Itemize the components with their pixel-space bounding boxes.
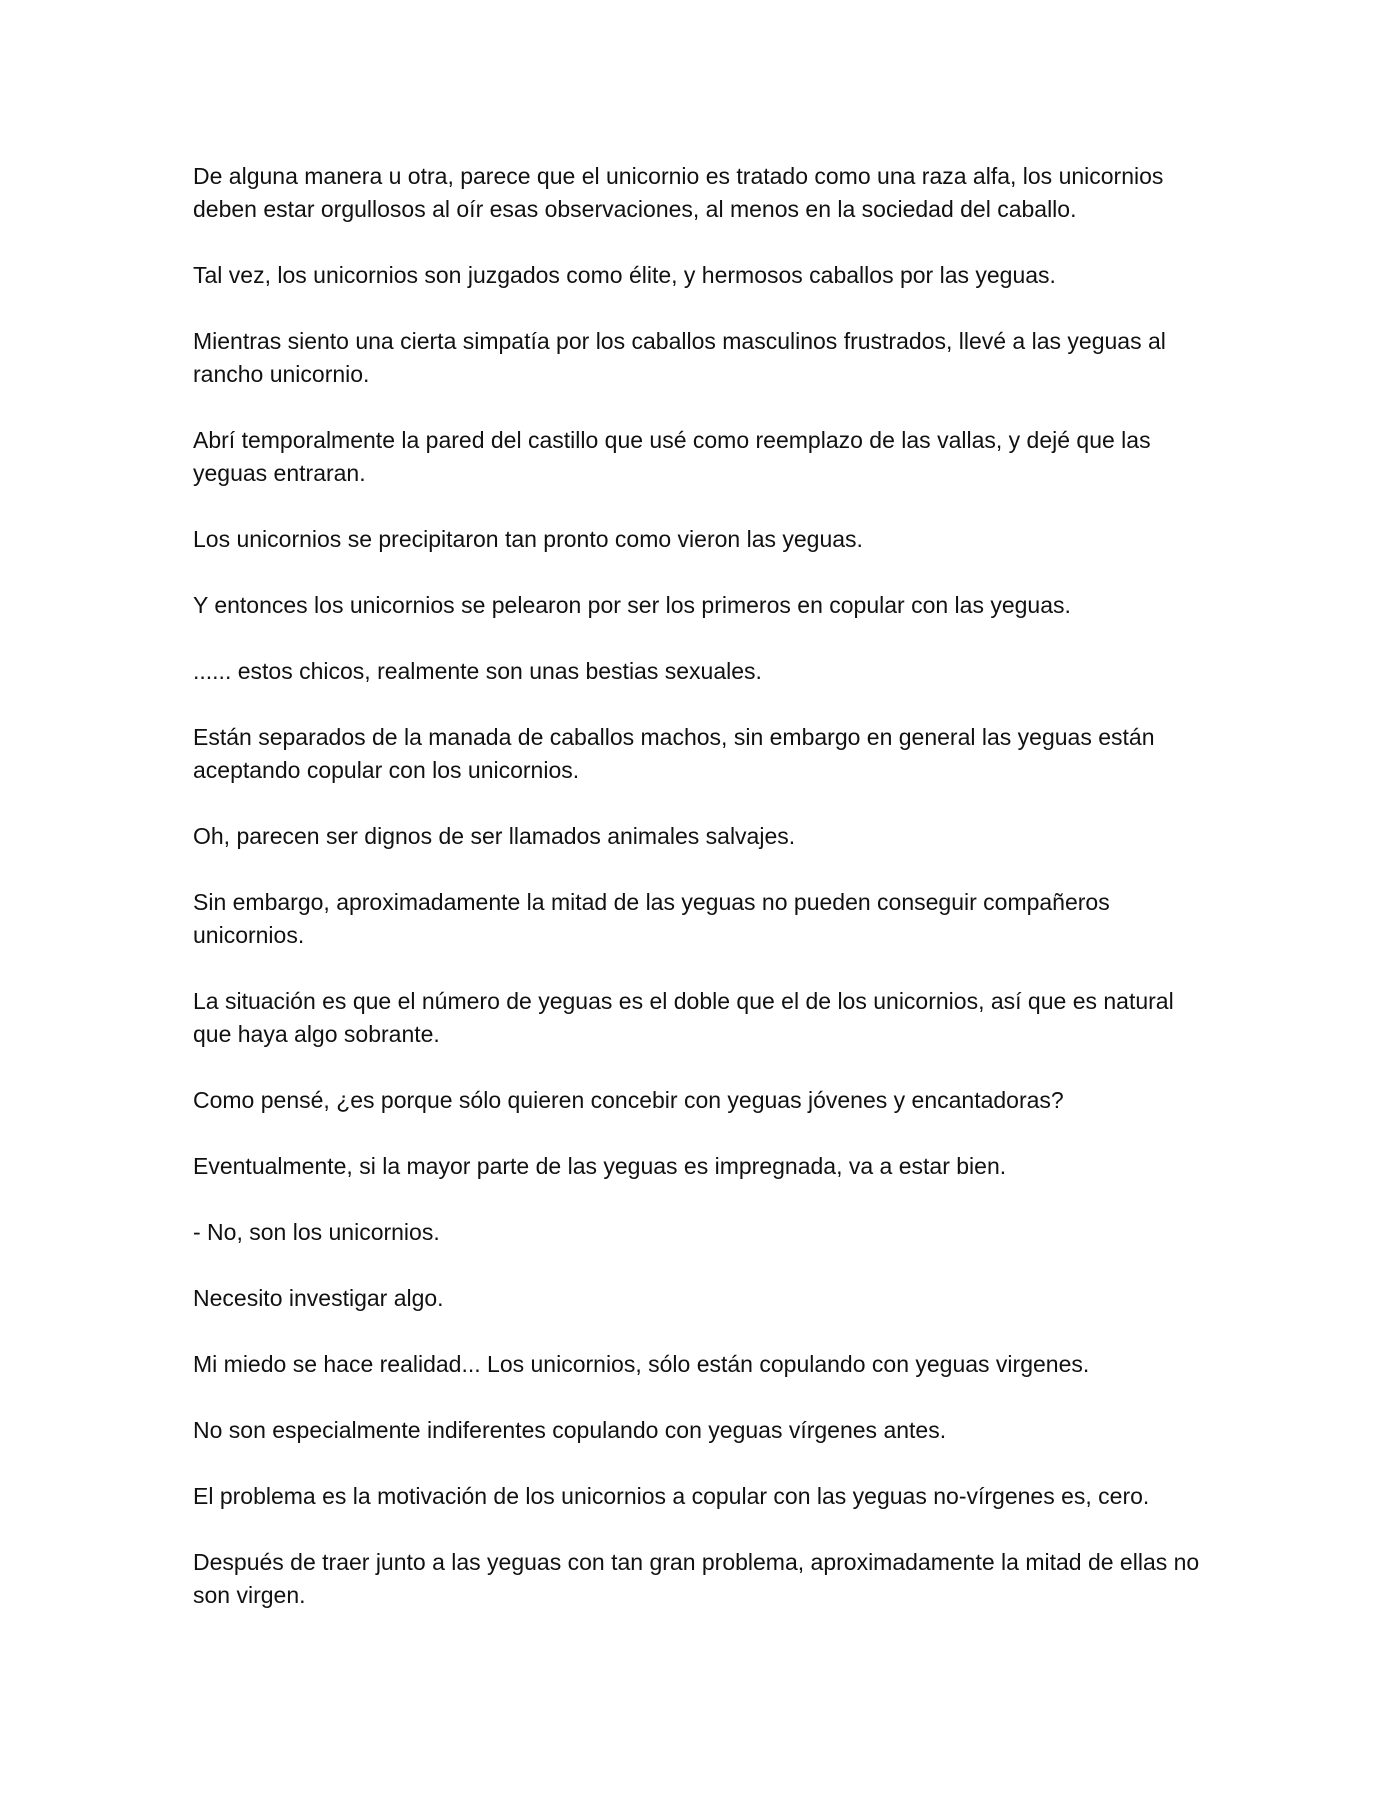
paragraph: Oh, parecen ser dignos de ser llamados animales salvajes. — [193, 823, 796, 849]
paragraph: Abrí temporalmente la pared del castillo que usé como reemplazo de las vallas, y dejé que las yeguas entraran. — [193, 427, 1151, 486]
paragraph: Después de traer junto a las yeguas con tan gran problema, aproximadamente la mitad de ellas no son virgen. — [193, 1549, 1200, 1608]
paragraph: La situación es que el número de yeguas es el doble que el de los unicornios, así que es natural que haya algo sobrante. — [193, 988, 1174, 1047]
paragraph: Tal vez, los unicornios son juzgados como élite, y hermosos caballos por las yeguas. — [193, 262, 1056, 288]
paragraph: - No, son los unicornios. — [193, 1219, 440, 1245]
paragraph: De alguna manera u otra, parece que el unicornio es tratado como una raza alfa, los unicornios deben estar orgullosos al oír esas observaciones, al menos en la sociedad del caballo. — [193, 163, 1164, 222]
paragraph: Eventualmente, si la mayor parte de las yeguas es impregnada, va a estar bien. — [193, 1153, 1007, 1179]
paragraph: Mi miedo se hace realidad... Los unicornios, sólo están copulando con yeguas virgenes. — [193, 1351, 1090, 1377]
paragraph: Sin embargo, aproximadamente la mitad de las yeguas no pueden conseguir compañeros unicornios. — [193, 889, 1110, 948]
paragraph: Como pensé, ¿es porque sólo quieren concebir con yeguas jóvenes y encantadoras? — [193, 1087, 1064, 1113]
paragraph: Necesito investigar algo. — [193, 1285, 444, 1311]
paragraph: Y entonces los unicornios se pelearon por ser los primeros en copular con las yeguas. — [193, 592, 1071, 618]
paragraph: ...... estos chicos, realmente son unas bestias sexuales. — [193, 658, 762, 684]
document-body — [193, 160, 1213, 1645]
paragraph: El problema es la motivación de los unicornios a copular con las yeguas no-vírgenes es, cero. — [193, 1483, 1150, 1509]
paragraph: No son especialmente indiferentes copulando con yeguas vírgenes antes. — [193, 1417, 947, 1443]
paragraph: Mientras siento una cierta simpatía por los caballos masculinos frustrados, llevé a las yeguas al rancho unicornio. — [193, 328, 1166, 387]
paragraph: Están separados de la manada de caballos machos, sin embargo en general las yeguas están aceptando copular con los unicornios. — [193, 724, 1155, 783]
paragraph: Los unicornios se precipitaron tan pronto como vieron las yeguas. — [193, 526, 863, 552]
